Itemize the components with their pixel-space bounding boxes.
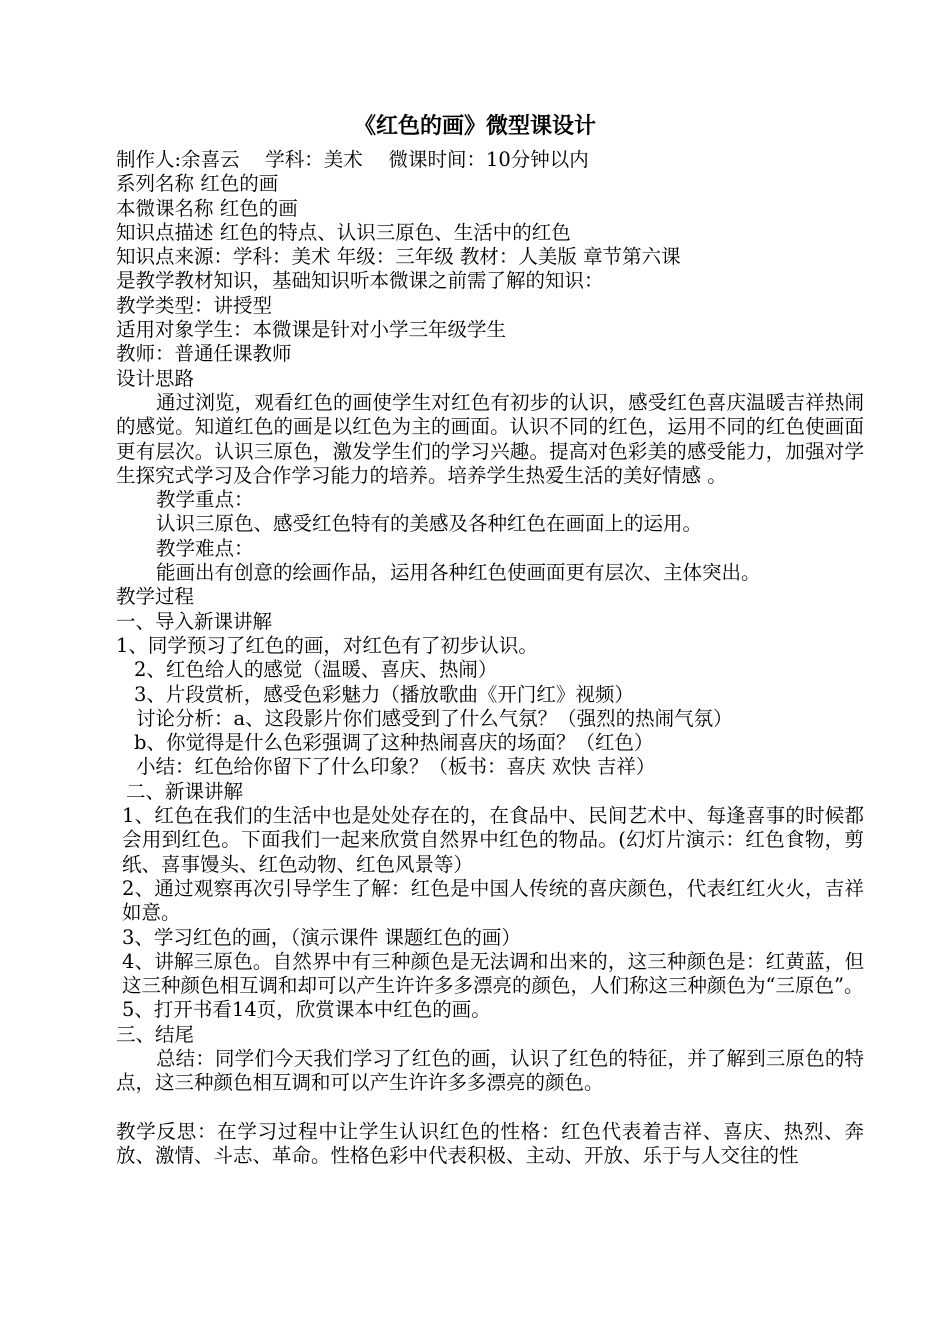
audience-line: 适用对象学生：本微课是针对小学三年级学生 (116, 318, 507, 342)
document-body (116, 148, 864, 1168)
section2-item4: 4、讲解三原色。自然界中有三种颜色是无法调和出来的，这三种颜色是：红黄蓝，但这三种颜色相互调和却可以产生许许多多漂亮的颜色，人们称这三种颜色为“三原色”。 (122, 949, 864, 998)
discussion-b: b、你觉得是什么色彩强调了这种热闹喜庆的场面？（红色） (134, 731, 654, 755)
knowledge-desc-line: 知识点描述 红色的特点、认识三原色、生活中的红色 (116, 220, 571, 244)
prerequisite-line: 是教学教材知识，基础知识听本微课之前需了解的知识： (116, 269, 604, 293)
section2-heading: 二、新课讲解 (126, 779, 244, 803)
process-heading: 教学过程 (116, 585, 195, 609)
knowledge-source-line: 知识点来源：学科：美术 年级：三年级 教材：人美版 章节第六课 (116, 245, 681, 269)
document-title: 《红色的画》微型课设计 (353, 113, 596, 139)
design-paragraph: 通过浏览，观看红色的画使学生对红色有初步的认识，感受红色喜庆温暖吉祥热闹的感觉。知道红色的画是以红色为主的画面。认识不同的红色，运用不同的红色使画面更有层次。认识三原色，激发学生们的学习兴趣。提高对色彩美的感受能力，加强对学生探究式学习及合作学习能力的培养。培养学生热爱生活的美好情感 。 (116, 390, 864, 487)
teacher-line: 教师：普通任课教师 (116, 342, 292, 366)
section2-item5: 5、打开书看14页，欣赏课本中红色的画。 (122, 998, 491, 1022)
lesson-name-line: 本微课名称 红色的画 (116, 196, 298, 220)
section1-item1: 1、同学预习了红色的画，对红色有了初步认识。 (116, 633, 538, 657)
reflection-paragraph: 教学反思：在学习过程中让学生认识红色的性格：红色代表着吉祥、喜庆、热烈、奔放、激情、斗志、革命。性格色彩中代表积极、主动、开放、乐于与人交往的性 (116, 1119, 864, 1168)
author-line: 制作人:余喜云 学科：美术 微课时间：10分钟以内 (116, 148, 589, 171)
key-point-label: 教学重点： (156, 488, 254, 512)
section2-item3: 3、学习红色的画，（演示课件 课题红色的画） (122, 925, 521, 949)
series-line: 系列名称 红色的画 (116, 172, 279, 196)
discussion-a: 讨论分析：a、这段影片你们感受到了什么气氛？（强烈的热闹气氛） (136, 706, 733, 730)
section2-item2: 2、通过观察再次引导学生了解：红色是中国人传统的喜庆颜色，代表红红火火，吉祥如意。 (122, 876, 864, 925)
section1-item3: 3、片段赏析，感受色彩魅力（播放歌曲《开门红》视频） (134, 682, 634, 706)
difficult-point-text: 能画出有创意的绘画作品，运用各种红色使画面更有层次、主体突出。 (156, 561, 761, 585)
section1-heading: 一、导入新课讲解 (116, 609, 273, 633)
section2-item1: 1、红色在我们的生活中也是处处存在的，在食品中、民间艺术中、每逢喜事的时候都会用到红色。下面我们一起来欣赏自然界中红色的物品。(幻灯片演示：红色食物，剪纸、喜事馒头、红色动物、红色风景等） (122, 804, 864, 876)
type-line: 教学类型：讲授型 (116, 293, 273, 317)
section3-summary: 总结：同学们今天我们学习了红色的画，认识了红色的特征，并了解到三原色的特点，这三种颜色相互调和可以产生许许多多漂亮的颜色。 (116, 1046, 864, 1095)
section3-heading: 三、结尾 (116, 1022, 195, 1046)
blank-line (116, 1096, 864, 1120)
design-heading: 设计思路 (116, 366, 195, 390)
section1-summary: 小结：红色给你留下了什么印象？（板书：喜庆 欢快 吉祥） (136, 755, 656, 779)
section1-item2: 2、红色给人的感觉（温暖、喜庆、热闹） (134, 658, 498, 682)
key-point-text: 认识三原色、感受红色特有的美感及各种红色在画面上的运用。 (156, 512, 703, 536)
difficult-point-label: 教学难点： (156, 536, 254, 560)
